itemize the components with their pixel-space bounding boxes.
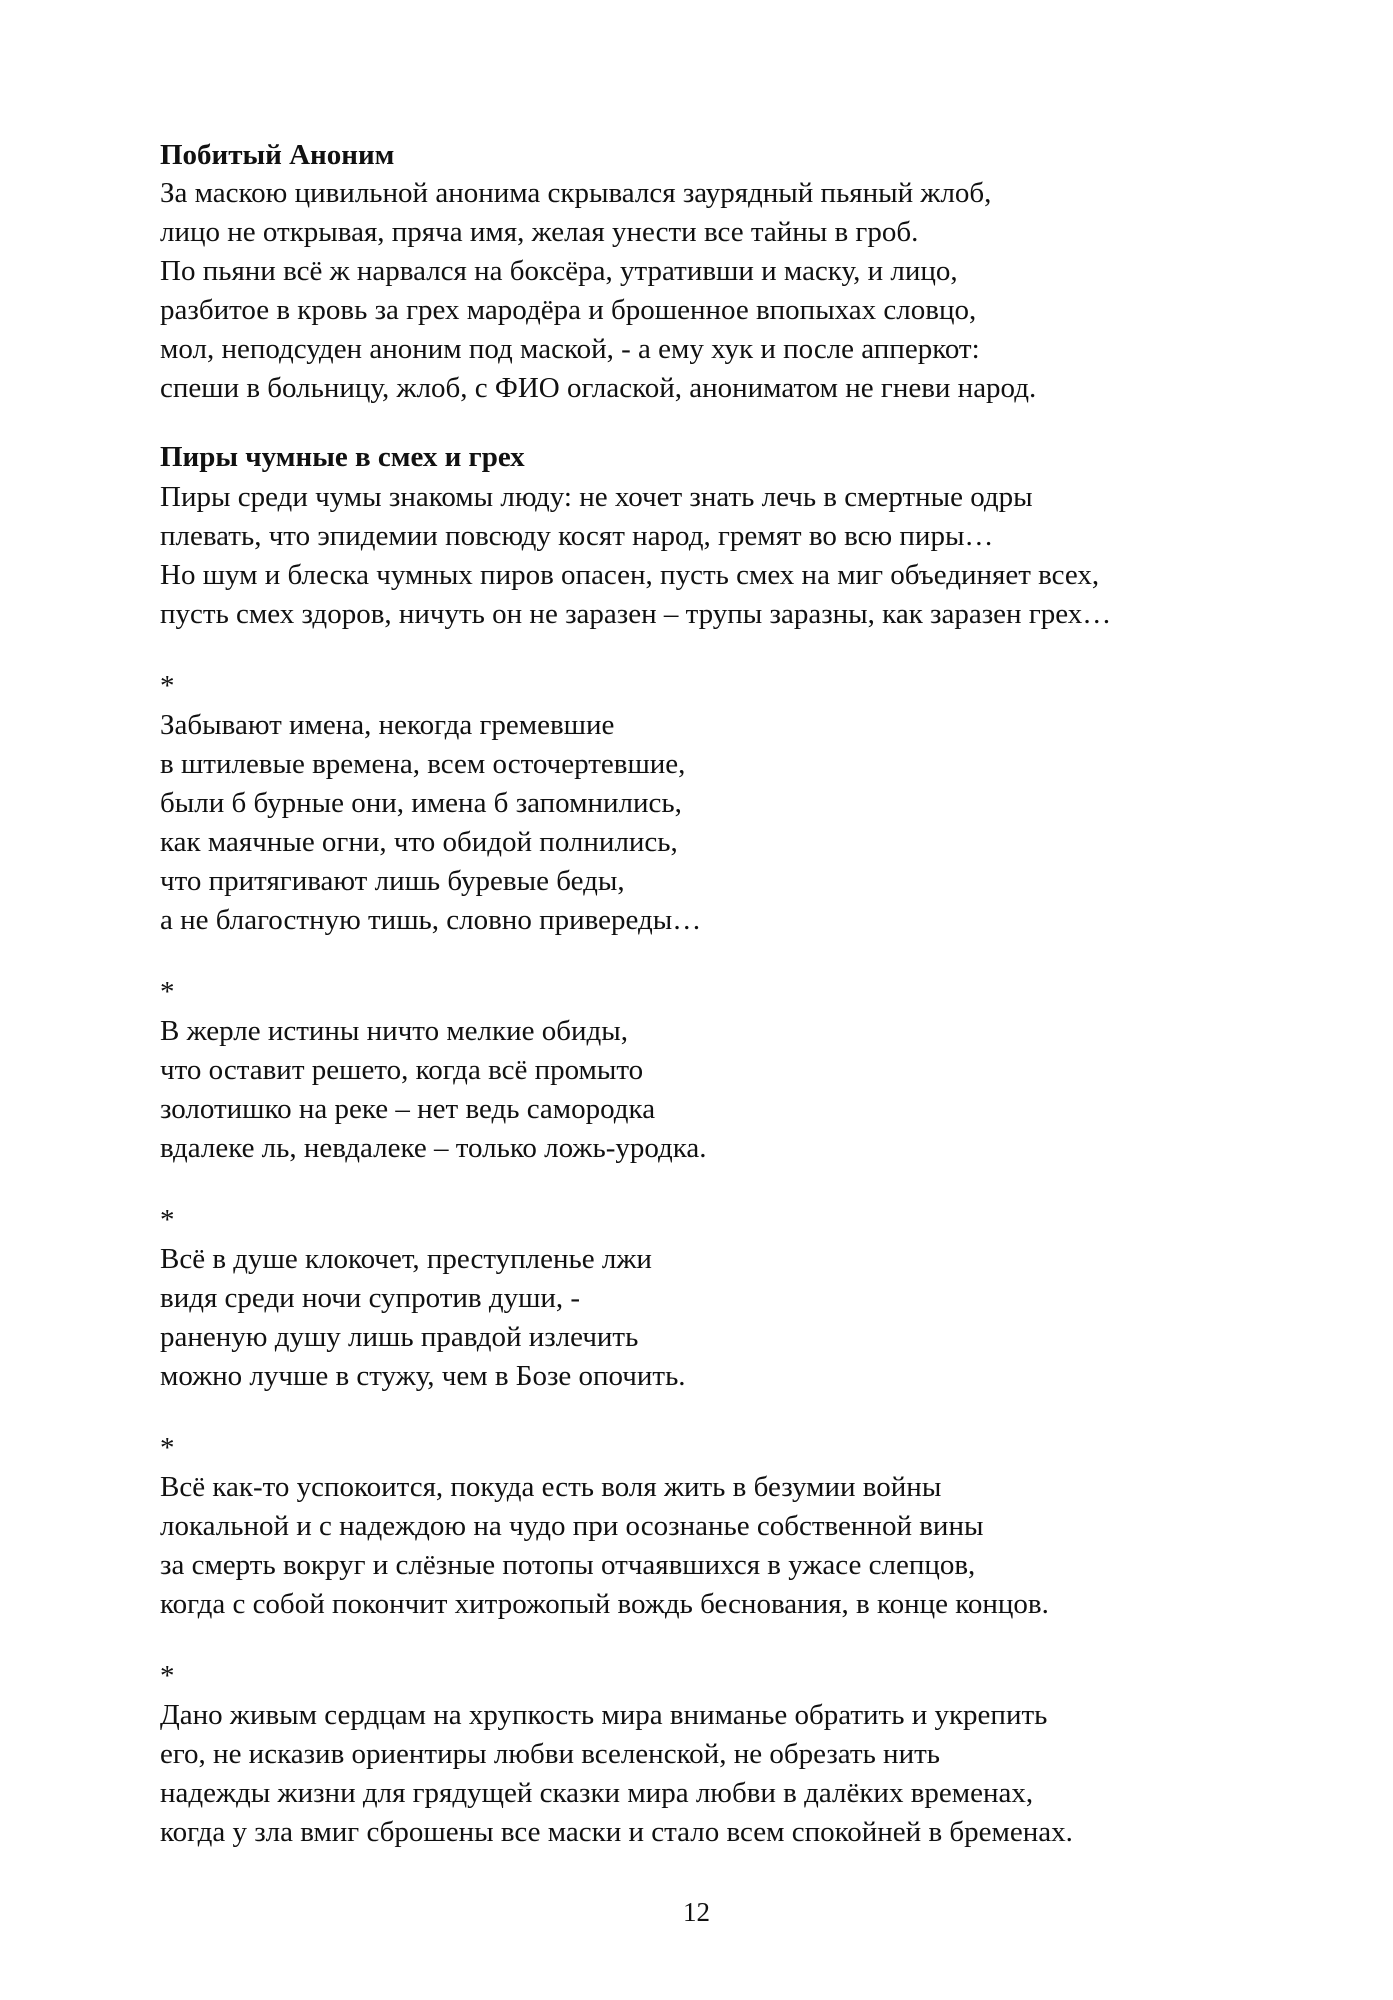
page-content (160, 136, 1320, 1852)
verse-line: По пьяни всё ж нарвался на боксёра, утративши и маску, и лицо, (160, 255, 958, 287)
page-number: 12 (683, 1897, 710, 1927)
verse-line: Забывают имена, некогда гремевшие (160, 709, 615, 741)
verse-line: его, не исказив ориентиры любви вселенской, не обрезать нить (160, 1738, 940, 1770)
poem-3 (160, 1202, 1320, 1396)
verse-line: спеши в больницу, жлоб, с ФИО оглаской, анониматом не гневи народ. (160, 372, 1037, 404)
poem-separator: * (160, 670, 175, 702)
verse-line: разбитое в кровь за грех мародёра и брошенное впопыхах словцо, (160, 294, 977, 326)
poem-separator: * (160, 1660, 175, 1692)
section-title: Побитый Аноним (160, 139, 395, 171)
verse-line: что притягивают лишь буревые беды, (160, 865, 625, 897)
section-title: Пиры чумные в смех и грех (160, 441, 525, 473)
section-anonymous (160, 136, 1320, 408)
verse-line: плевать, что эпидемии повсюду косят народ, гремят во всю пиры… (160, 520, 994, 552)
verse-line: надежды жизни для грядущей сказки мира любви в далёких временах, (160, 1777, 1034, 1809)
verse-line: можно лучше в стужу, чем в Бозе опочить. (160, 1360, 686, 1392)
verse-line: а не благостную тишь, словно привереды… (160, 904, 702, 936)
verse-line: Но шум и блеска чумных пиров опасен, пусть смех на миг объединяет всех, (160, 559, 1100, 591)
poem-separator: * (160, 1204, 175, 1236)
verse-line: как маячные огни, что обидой полнились, (160, 826, 678, 858)
verse-line: лицо не открывая, пряча имя, желая унести все тайны в гроб. (160, 216, 919, 248)
poem-1 (160, 668, 1320, 940)
verse-line: были б бурные они, имена б запомнились, (160, 787, 682, 819)
verse-line: Всё как-то успокоится, покуда есть воля жить в безумии войны (160, 1471, 942, 1503)
verse-line: локальной и с надеждою на чудо при осознанье собственной вины (160, 1510, 984, 1542)
verse-line: Всё в душе клокочет, преступленье лжи (160, 1243, 652, 1275)
verse-line: мол, неподсуден аноним под маской, - а ему хук и после апперкот: (160, 333, 980, 365)
poem-separator: * (160, 976, 175, 1008)
verse-line: что оставит решето, когда всё промыто (160, 1054, 644, 1086)
poem-5 (160, 1658, 1320, 1852)
verse-line: пусть смех здоров, ничуть он не заразен – трупы заразны, как заразен грех… (160, 598, 1112, 630)
section-plague-feasts (160, 438, 1320, 634)
poem-4 (160, 1430, 1320, 1624)
verse-line: когда с собой покончит хитрожопый вождь беснования, в конце концов. (160, 1588, 1049, 1620)
verse-line: видя среди ночи супротив души, - (160, 1282, 581, 1314)
verse-line: За маскою цивильной анонима скрывался заурядный пьяный жлоб, (160, 177, 992, 209)
verse-line: раненую душу лишь правдой излечить (160, 1321, 639, 1353)
verse-line: вдалеке ль, невдалеке – только ложь-уродка. (160, 1132, 707, 1164)
poem-2 (160, 974, 1320, 1168)
verse-line: когда у зла вмиг сброшены все маски и стало всем спокойней в бременах. (160, 1816, 1073, 1848)
verse-line: золотишко на реке – нет ведь самородка (160, 1093, 656, 1125)
verse-line: в штилевые времена, всем осточертевшие, (160, 748, 686, 780)
verse-line: Пиры среди чумы знакомы люду: не хочет знать лечь в смертные одры (160, 481, 1033, 513)
verse-line: В жерле истины ничто мелкие обиды, (160, 1015, 629, 1047)
verse-line: за смерть вокруг и слёзные потопы отчаявшихся в ужасе слепцов, (160, 1549, 976, 1581)
verse-line: Дано живым сердцам на хрупкость мира вниманье обратить и укрепить (160, 1699, 1048, 1731)
poem-separator: * (160, 1432, 175, 1464)
